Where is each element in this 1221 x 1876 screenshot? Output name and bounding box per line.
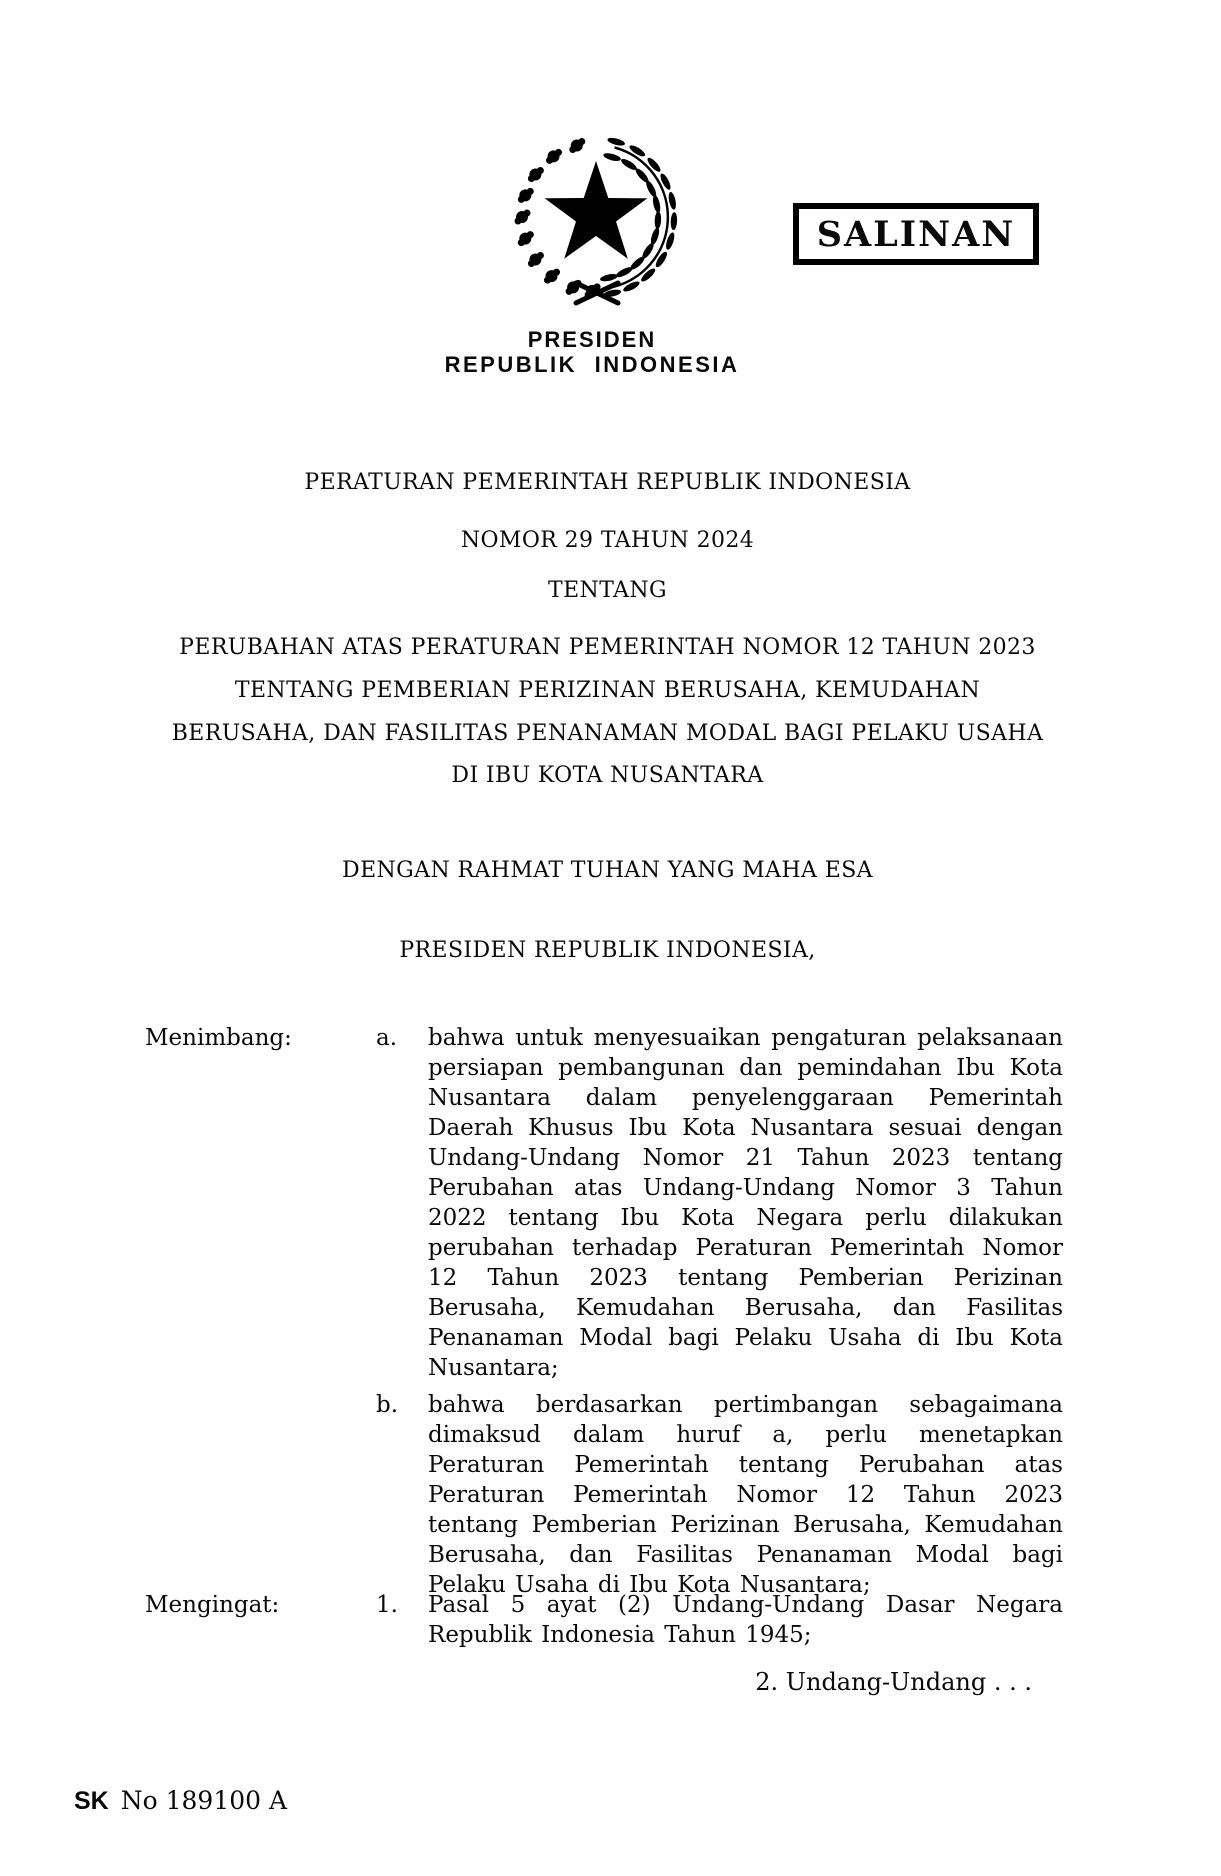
menimbang-row-b [145, 1390, 1065, 1600]
letterhead [0, 327, 1184, 377]
presidential-emblem-icon [508, 136, 684, 308]
menimbang-label-spacer [145, 1390, 376, 1600]
item-text-b: bahwa berdasarkan pertimbangan sebagaimana dimaksud dalam huruf a, perlu menetapkan Peraturan Pemerintah tentang Perubahan atas Peraturan Pemerintah Nomor 12 Tahun 2023 tentang Pemberian Perizinan Berusaha, Kemudahan Berusaha, dan Fasilitas Penanaman Modal bagi Pelaku Usaha di Ibu Kota Nusantara; [428, 1392, 1063, 1598]
subject-line-1: PERUBAHAN ATAS PERATURAN PEMERINTAH NOMOR 12 TAHUN 2023 [179, 635, 1036, 660]
item-marker-b: b. [376, 1392, 399, 1418]
footer-sk-value: No 189100 A [120, 1786, 288, 1815]
footer-sk-label: SK [74, 1787, 109, 1815]
regulation-title-line-1: PERATURAN PEMERINTAH REPUBLIK INDONESIA [304, 470, 911, 495]
item-text-1: Pasal 5 ayat (2) Undang-Undang Dasar Negara Republik Indonesia Tahun 1945; [428, 1592, 1063, 1648]
mengingat-label: Mengingat: [145, 1592, 280, 1618]
salinan-stamp-label: SALINAN [816, 213, 1016, 255]
letterhead-republik-indonesia: REPUBLIK INDONESIA [444, 352, 740, 377]
authority-line: PRESIDEN REPUBLIK INDONESIA, [399, 938, 816, 963]
footer-sk-number [74, 1786, 287, 1816]
salinan-stamp [793, 203, 1039, 265]
menimbang-label: Menimbang: [145, 1025, 292, 1051]
subject-line-3: BERUSAHA, DAN FASILITAS PENANAMAN MODAL BAGI PELAKU USAHA [171, 721, 1044, 746]
menimbang-row-a [145, 1023, 1065, 1383]
invocation-line: DENGAN RAHMAT TUHAN YANG MAHA ESA [342, 858, 873, 883]
item-text-a: bahwa untuk menyesuaikan pengaturan pelaksanaan persiapan pembangunan dan pemindahan Ibu Kota Nusantara dalam penyelenggaraan Pemerintah Daerah Khusus Ibu Kota Nusantara sesuai dengan Undang-Undang Nomor 21 Tahun 2023 tentang Perubahan atas Undang-Undang Nomor 3 Tahun 2022 tentang Ibu Kota Negara perlu dilakukan perubahan terhadap Peraturan Pemerintah Nomor 12 Tahun 2023 tentang Pemberian Perizinan Berusaha, Kemudahan Berusaha, dan Fasilitas Penanaman Modal bagi Pelaku Usaha di Ibu Kota Nusantara; [428, 1025, 1063, 1381]
continuation-note: 2. Undang-Undang . . . [755, 1668, 1032, 1696]
item-marker-a: a. [376, 1025, 398, 1051]
item-marker-1: 1. [376, 1592, 398, 1618]
regulation-number-line: NOMOR 29 TAHUN 2024 [460, 528, 755, 553]
letterhead-presiden: PRESIDEN [527, 327, 657, 352]
mengingat-row-1 [145, 1590, 1065, 1650]
subject-line-2: TENTANG PEMBERIAN PERIZINAN BERUSAHA, KEMUDAHAN [234, 678, 981, 703]
star-icon [545, 161, 648, 259]
subject-line-4: DI IBU KOTA NUSANTARA [451, 763, 764, 788]
tentang-label: TENTANG [548, 578, 667, 603]
